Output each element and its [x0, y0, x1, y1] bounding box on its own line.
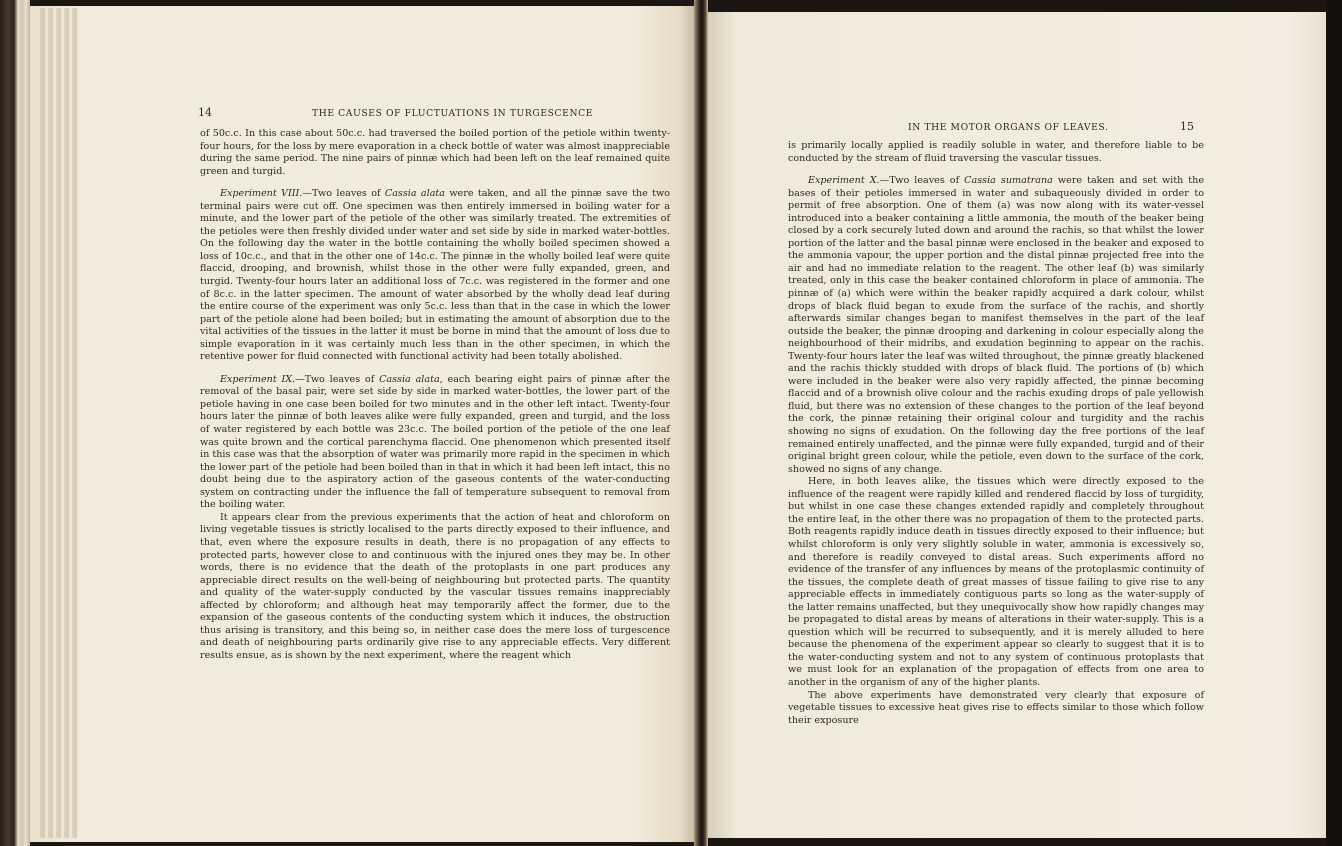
experiment-heading: Experiment IX. — [220, 373, 296, 385]
page-stack-edges — [40, 8, 78, 838]
paragraph: of 50c.c. In this case about 50c.c. had traversed the boiled portion of the petiole within twenty-four hours, for the loss by mere evaporation in a check bottle of water was almost inappreciable during the same period. The nine pairs of pinnæ which had been left on the leaf remained quite green and turgid. — [200, 128, 670, 177]
left-page-body — [200, 128, 670, 662]
right-page-number: 15 — [1180, 120, 1194, 133]
book-cover-edge — [0, 0, 30, 846]
species-name: Cassia alata — [384, 188, 445, 200]
right-page-body — [788, 140, 1204, 727]
left-page-number: 14 — [198, 106, 212, 119]
species-name: Cassia sumatrana — [964, 175, 1053, 187]
paragraph: Experiment VIII.—Two leaves of Cassia alata were taken, and all the pinnæ save the two terminal pairs were cut off. One specimen was then entirely immersed in boiling water for a minute, and the lower part of the petiole of the other was similarly treated. The extremities of the petioles were then freshly divided under water and set side by side in marked water-bottles. On the following day the water in the bottle containing the wholly boiled specimen showed a loss of 10c.c., and that in the other one of 14c.c. The pinnæ in the wholly boiled leaf were quite flaccid, drooping, and brownish, whilst those in the other were fully expanded, green, and turgid. Twenty-four hours later an additional loss of 7c.c. was registered in the former and one of 8c.c. in the latter specimen. The amount of water absorbed by the wholly dead leaf during the entire course of the experiment was only 5c.c. less than that in the case in which the lower part of the petiole alone had been boiled; but in estimating the amount of absorption due to the vital activities of the tissues in the latter it must be borne in mind that the amount of loss due to simple evaporation in it was certainly much less than in the other specimen, in which the retentive power for fluid connected with functional activity had been totally abolished. — [200, 188, 671, 363]
paragraph: is primarily locally applied is readily soluble in water, and therefore liable to be conducted by the stream of fluid traversing the vascular tissues. — [788, 140, 1204, 164]
paragraph: The above experiments have demonstrated very clearly that exposure of vegetable tissues to excessive heat gives rise to effects similar to those which follow their exposure — [788, 689, 1204, 726]
left-running-header: THE CAUSES OF FLUCTUATIONS IN TURGESCENCE — [312, 108, 594, 119]
paragraph: Experiment X.—Two leaves of Cassia sumatrana were taken and set with the bases of their petioles immersed in water and subaqueously divided in order to permit of free absorption. One of them (a) was now along with its water-vessel introduced into a beaker containing a little ammonia, the mouth of the beaker being closed by a cork securely luted down and around the rachis, so that whilst the lower portion of the latter and the basal pinnæ were enclosed in the beaker and exposed to the ammonia vapour, the upper portion and the distal pinnæ projected free into the air and had no immediate relation to the reagent. The other leaf (b) was similarly treated, only in this case the beaker contained chloroform in place of ammonia. The pinnæ of (a) which were within the beaker rapidly acquired a dark colour, whilst drops of black fluid began to exude from the surface of the rachis, and shortly afterwards similar changes began to manifest themselves in the part of the leaf outside the beaker, the pinnæ drooping and darkening in colour especially along the neighbourhood of their midribs, and exudation beginning to appear on the rachis. Twenty-four hours later the leaf was wilted throughout, the pinnæ greatly blackened and the rachis thickly studded with drops of black fluid. The portions of (b) which were included in the beaker were also very rapidly affected, the pinnæ becoming flaccid and of a brownish olive colour and the rachis exuding drops of pale yellowish fluid, but there was no extension of these changes to the portion of the leaf beyond the cork, the pinnæ retaining their original colour and turgidity and the rachis showing no signs of exudation. On the following day the free portions of the leaf remained entirely unaffected, and the pinnæ were fully expanded, turgid and of their original bright green colour, while the petiole, even down to the surface of the cork, showed no signs of any change. — [788, 175, 1205, 475]
paragraph: Here, in both leaves alike, the tissues which were directly exposed to the influence of the reagent were rapidly killed and rendered flaccid by loss of turgidity, but whilst in one case these changes extended rapidly and completely throughout the entire leaf, in the other there was no propagation of them to the protected parts. Both reagents rapidly induce death in tissues directly exposed to their influence; but whilst chloroform is only very slightly soluble in water, ammonia is excessively so, and therefore is readily conveyed to distal areas. Such experiments afford no evidence of the transfer of any influences by means of the protoplasmic continuity of the tissues, the complete death of great masses of tissue failing to give rise to any appreciable effects in immediately contiguous parts so long as the water-supply of the latter remains unaffected, but they unequivocally show how rapidly changes may be propagated to distal areas by means of alterations in their water-supply. This is a question which will be recurred to subsequently, and it is merely alluded to here because the phenomena of the experiment appear so clearly to suggest that it is to the water-conducting system and not to any system of continuous protoplasts that we must look for an explanation of the propagation of effects from one area to another in the organism of any of the higher plants. — [788, 476, 1204, 688]
paragraph: Experiment IX.—Two leaves of Cassia alata, each bearing eight pairs of pinnæ after the removal of the basal pair, were set side by side in marked water-bottles, the lower part of the petiole having in one case been boiled for two minutes and in the other left intact. Twenty-four hours later the pinnæ of both leaves alike were fully expanded, green and turgid, and the loss of water registered by each bottle was 23c.c. The boiled portion of the petiole of the one leaf was quite brown and the cortical parenchyma flaccid. One phenomenon which presented itself in this case was that the absorption of water was primarily more rapid in the specimen in which the lower part of the petiole had been boiled than in that in which it had been left intact, this no doubt being due to the aspiratory action of the gaseous contents of the water-conducting system on contracting under the influence the fall of temperature subsequent to removal from the boiling water. — [200, 373, 671, 511]
experiment-heading: Experiment VIII. — [220, 188, 303, 200]
background-edge — [1326, 0, 1342, 846]
paragraph: It appears clear from the previous experiments that the action of heat and chloroform on living vegetable tissues is strictly localised to the parts directly exposed to their influence, and that, even where the exposure results in death, there is no propagation of any effects to protected parts, however close to and continuous with the injured ones they may be. In other words, there is no evidence that the death of the protoplasts in one part produces any appreciable direct results on the well-being of neighbouring but protected parts. The quantity and quality of the water-supply conducted by the vascular tissues remains inappreciably affected by chloroform; and although heat may temporarily affect the former, due to the expansion of the gaseous contents of the conducting system which it induces, the obstruction thus arising is transitory, and this being so, in neither case does the mere loss of turgescence and death of neighbouring parts ordinarily give rise to any appreciable effects. Very different results ensue, as is shown by the next experiment, where the reagent which — [200, 511, 670, 661]
book-gutter — [694, 0, 708, 846]
species-name: Cassia alata — [379, 373, 440, 385]
right-running-header: IN THE MOTOR ORGANS OF LEAVES. — [908, 122, 1109, 133]
experiment-heading: Experiment X. — [808, 175, 880, 187]
